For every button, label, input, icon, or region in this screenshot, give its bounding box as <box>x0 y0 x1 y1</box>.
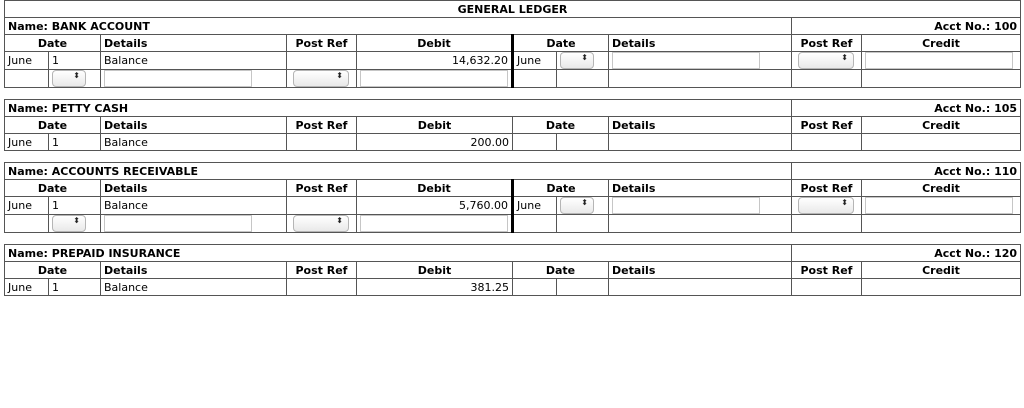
debit-details-input[interactable] <box>104 215 252 232</box>
entry-month: June <box>5 197 49 215</box>
credit-day-select[interactable] <box>560 52 594 69</box>
select-arrows-icon: ⬍ <box>841 53 848 62</box>
select-arrows-icon: ⬍ <box>73 71 80 80</box>
ledger-input-row <box>5 70 1021 88</box>
credit-amount-input[interactable] <box>865 52 1013 69</box>
entry-day: 1 <box>49 52 101 70</box>
debit-post-ref-select[interactable] <box>293 215 349 232</box>
credit-post-ref-select[interactable] <box>798 52 854 69</box>
credit-post-ref-cell <box>792 52 862 70</box>
debit-details-input[interactable] <box>104 70 252 87</box>
debit-day-cell <box>49 70 101 88</box>
debit-day-select[interactable] <box>52 70 86 87</box>
header-credit: Credit <box>862 35 1021 52</box>
debit-post-ref-cell <box>287 70 357 88</box>
ledger-entry-row <box>5 197 1021 215</box>
debit-day-select[interactable] <box>52 215 86 232</box>
input-month-cell <box>5 70 49 88</box>
credit-day-select[interactable] <box>560 197 594 214</box>
credit-post-ref-select[interactable] <box>798 197 854 214</box>
ledger-title-row <box>5 1 1021 18</box>
select-arrows-icon: ⬍ <box>73 216 80 225</box>
ledger-entry-row <box>5 134 1021 151</box>
select-arrows-icon: ⬍ <box>581 198 588 207</box>
column-header-row: Date Details Post Ref Debit Date Details Post Ref Credit <box>5 117 1021 134</box>
column-header-row: Date Details Post Ref Debit Date Details Post Ref Credit <box>5 262 1021 279</box>
entry-debit: 200.00 <box>357 134 513 151</box>
account-name: Name: ACCOUNTS RECEIVABLE <box>5 163 792 180</box>
debit-amount-input[interactable] <box>360 215 508 232</box>
ledger-input-row <box>5 215 1021 233</box>
entry-details: Balance <box>101 52 287 70</box>
ledger-entry-row <box>5 279 1021 296</box>
account-name-row <box>5 163 1021 180</box>
header-date-debit: Date <box>5 35 101 52</box>
header-debit: Debit <box>357 35 513 52</box>
entry-post-ref <box>287 52 357 70</box>
column-header-row: Date Details Post Ref Debit Date Details Post Ref Credit <box>5 180 1021 197</box>
credit-day-cell <box>557 52 609 70</box>
account-name: Name: BANK ACCOUNT <box>5 18 792 35</box>
select-arrows-icon: ⬍ <box>581 53 588 62</box>
credit-month: June <box>513 197 557 215</box>
debit-amount-cell <box>357 70 513 88</box>
account-name-row <box>5 100 1021 117</box>
select-arrows-icon: ⬍ <box>336 71 343 80</box>
column-header-row <box>5 35 1021 52</box>
header-details-credit: Details <box>609 35 792 52</box>
ledger-entry-row <box>5 52 1021 70</box>
credit-month: June <box>513 52 557 70</box>
select-arrows-icon: ⬍ <box>841 198 848 207</box>
entry-day: 1 <box>49 197 101 215</box>
entry-debit: 14,632.20 <box>357 52 513 70</box>
credit-details-cell <box>609 52 792 70</box>
account-name-row <box>5 245 1021 262</box>
credit-details-input[interactable] <box>612 197 760 214</box>
account-number: Acct No.: 110 <box>792 163 1021 180</box>
entry-month: June <box>5 279 49 296</box>
select-arrows-icon: ⬍ <box>336 216 343 225</box>
entry-details: Balance <box>101 134 287 151</box>
account-number: Acct No.: 100 <box>792 18 1021 35</box>
ledger-table <box>4 0 1021 296</box>
account-name-row <box>5 18 1021 35</box>
header-date-credit: Date <box>513 35 609 52</box>
account-name: Name: PREPAID INSURANCE <box>5 245 792 262</box>
header-post-ref-debit: Post Ref <box>287 35 357 52</box>
entry-details: Balance <box>101 279 287 296</box>
entry-debit: 5,760.00 <box>357 197 513 215</box>
credit-details-input[interactable] <box>612 52 760 69</box>
debit-details-cell <box>101 70 287 88</box>
debit-amount-input[interactable] <box>360 70 508 87</box>
general-ledger <box>4 0 1020 296</box>
account-number: Acct No.: 120 <box>792 245 1021 262</box>
account-number: Acct No.: 105 <box>792 100 1021 117</box>
header-details-debit: Details <box>101 35 287 52</box>
account-name: Name: PETTY CASH <box>5 100 792 117</box>
entry-debit: 381.25 <box>357 279 513 296</box>
credit-amount-input[interactable] <box>865 197 1013 214</box>
entry-month: June <box>5 52 49 70</box>
credit-amount-cell <box>862 52 1021 70</box>
entry-day: 1 <box>49 134 101 151</box>
debit-post-ref-select[interactable] <box>293 70 349 87</box>
entry-details: Balance <box>101 197 287 215</box>
ledger-title: GENERAL LEDGER <box>5 1 1021 18</box>
entry-day: 1 <box>49 279 101 296</box>
entry-month: June <box>5 134 49 151</box>
header-post-ref-credit: Post Ref <box>792 35 862 52</box>
